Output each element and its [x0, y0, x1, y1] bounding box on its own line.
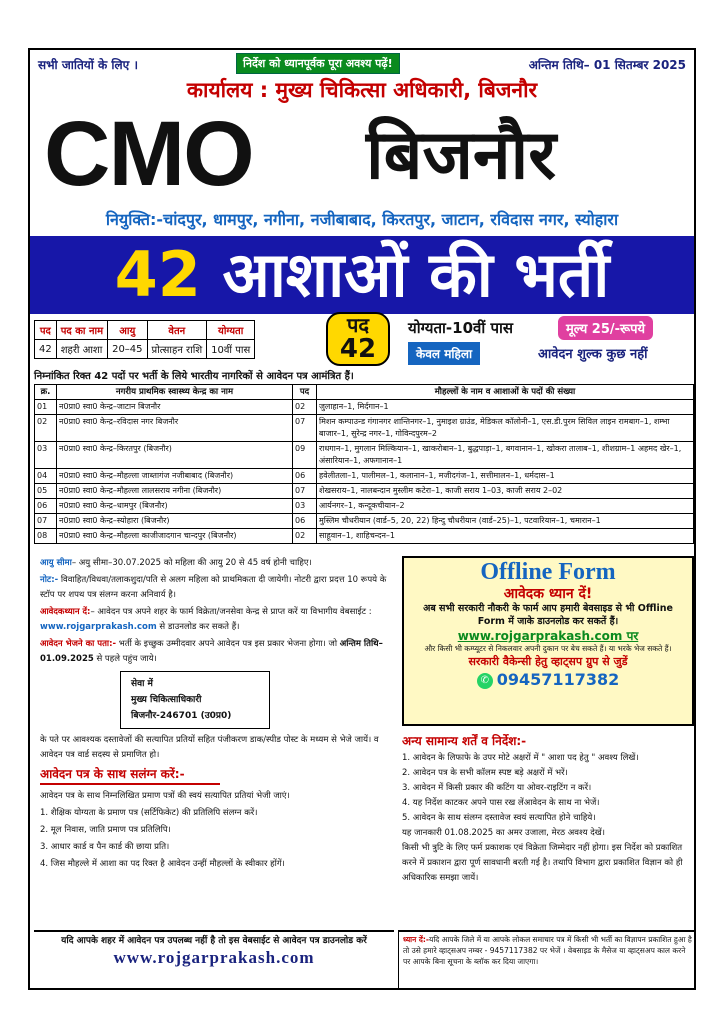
bottom-website-link[interactable]: www.rojgarprakash.com	[113, 948, 315, 967]
form-text: – आवेदन पत्र अपने शहर के फार्म विक्रेता/जनसेवा केन्द्र से प्राप्त करें या विभागीय वेबसाईट :	[90, 607, 372, 617]
table-row	[35, 400, 694, 415]
table-row	[35, 499, 694, 514]
attach-intro: आवेदन पत्र के साथ निम्नलिखित प्रमाण पत्रों की स्वयं सत्यापित प्रतियां भेजी जाएं।	[40, 791, 290, 801]
post-count-label: पद	[347, 313, 369, 337]
age-text: – अयु सीमा–30.07.2025 को महिला की आयु 20 से 45 वर्ष होनी चाहिए।	[71, 558, 312, 568]
address-line: सेवा में	[131, 679, 153, 689]
post-summary-table	[34, 320, 255, 359]
cell-localities: जुलाहान–1, मिर्दगान–1	[317, 400, 694, 415]
centre-header: क्र.	[35, 385, 57, 400]
cell-no: 03	[35, 442, 57, 469]
send-text-end: से पहले पहुंच जाये।	[93, 654, 157, 664]
list-item: 1. आवेदन के लिफाफे के उपर मोटे अक्षरों में " आशा पद हेतु " अवश्य लिखें।	[402, 753, 639, 763]
cell-localities: साहूवान–1, शाहिचन्दन–1	[317, 529, 694, 544]
cell-localities: मुस्लिम चौधरीयान (वार्ड–5, 20, 22) हिन्दु चौधरीयान (वार्ड–25)–1, पटवारियान–1, चमारान–1	[317, 514, 694, 529]
cell-posts: 09	[293, 442, 317, 469]
address-line: बिजनौर-246701 (उ0प्र0)	[131, 711, 232, 721]
table-row	[35, 415, 694, 442]
list-item: 2. आवेदन पत्र के सभी कॉलम स्पष्ट बड़े अक्षरों में भरें।	[402, 768, 568, 778]
last-date-text: अन्तिम तिथि– 01 सितम्बर 2025	[528, 58, 686, 72]
send-text: भर्ती के इच्छुक उम्मीदवार अपने आवेदन पत्र इस प्रकार भेजना होगा। जो	[116, 639, 340, 649]
cell-posts: 06	[293, 469, 317, 484]
cmo-title: CMO	[44, 103, 253, 205]
cell-no: 08	[35, 529, 57, 544]
post-header: आयु	[108, 321, 147, 340]
note-para	[40, 573, 390, 603]
cell-posts: 07	[293, 484, 317, 499]
address-line: मुख्य चिकित्साधिकारी	[131, 695, 202, 705]
qualification-text: योग्यता-10वीं पास	[408, 319, 514, 337]
list-item: किसी भी त्रुटि के लिए फर्म प्रकाशक एवं विक्रेता जिम्मेदार नहीं होगा। इस निर्देश को प्रकाशित करने में प्रकाशन द्वारा पूर्ण सावधानी बरती गई है। तथापि विभाग द्वारा प्रकाशित विज्ञान को ही अधिकारिक समझा जायें।	[402, 843, 683, 883]
offline-title: Offline Form	[480, 559, 616, 585]
offline-subtitle: आवेदक ध्यान दें!	[503, 586, 593, 602]
left-column	[40, 556, 390, 874]
website-link[interactable]: www.rojgarprakash.com	[40, 622, 157, 632]
placement-locations: नियुक्ति:-चांदपुर, धामपुर, नगीना, नजीबाबाद, किरतपुर, जाटान, रविदास नगर, स्योहारा	[105, 210, 619, 229]
cell-centre: न0प्रा0 स्वा0 केन्द्र–मौहल्ला काजीजादगान चान्दपुर (बिजनौर)	[57, 529, 293, 544]
form-para	[40, 605, 390, 635]
cell-localities: राधगान–1, मुगलान मिल्कियान–1, खाकरोबान–1, बुद्धपाड़ा–1, बगवानान–1, खोकरा तालाब–1, शीशग्राम–1 अहमद खेर–1, अंसारियान–1, अफगानान–1	[317, 442, 694, 469]
centre-header: मौहल्लों के नाम व आशाओं के पदों की संख्या	[317, 385, 694, 400]
phone-text: 09457117382	[496, 670, 620, 689]
post-header: वेतन	[147, 321, 207, 340]
cell-centre: न0प्रा0 स्वा0 केन्द्र–धामपुर (बिजनौर)	[57, 499, 293, 514]
women-only-badge: केवल महिला	[408, 342, 480, 365]
place-title: बिजनौर	[366, 116, 557, 195]
right-column	[402, 730, 694, 886]
post-cell: 42	[35, 340, 57, 359]
list-item: 3. आधार कार्ड व पैन कार्ड की छाया प्रति।	[40, 842, 170, 852]
offline-website-link[interactable]: www.rojgarprakash.com पर	[457, 629, 639, 643]
cell-localities: मिशन कम्पाउन्ड गंगानगर शान्तिनगर–1, नुमाइश ग्राउंड, मेडिकल कॉलोनी–1, एस.डी.पुरम सिविल लाइन रामबाग–1, शम्भा बाजार–1, सुरेन्द्र नगर–1, गोविन्दपुरम–2	[317, 415, 694, 442]
instruction-badge: निर्देश को ध्यानपूर्वक पूरा अवश्य पढ़ें!	[236, 53, 400, 74]
price-badge: मूल्य 25/-रूपये	[558, 316, 653, 340]
cell-posts: 06	[293, 514, 317, 529]
list-item: 4. जिस मौहल्ले में आशा का पद रिक्त है आवेदन उन्हीं मौहल्लों के स्वीकार होंगें।	[40, 859, 285, 869]
offline-form-box	[402, 556, 694, 726]
cell-posts: 03	[293, 499, 317, 514]
age-label: आयु सीमा	[40, 558, 72, 568]
centre-header: नगरीय प्राथमिक स्वास्थ्य केन्द्र का नाम	[57, 385, 293, 400]
post-header: पद	[35, 321, 57, 340]
table-row	[35, 514, 694, 529]
cell-localities: आर्यनगर–1, कन्दूकचीयान–2	[317, 499, 694, 514]
after-address-text: के पते पर आवश्यक दस्तावेजों की सत्यापित प्रतियों सहित पंजीकरण डाक/स्पीड पोस्ट के मध्यम से भेजे जायें। व आवेदन पत्र वार्ड सदस्य से प्रमाणित हो।	[40, 735, 379, 760]
cell-centre: न0प्रा0 स्वा0 केन्द्र–स्योहारा (बिजनौर)	[57, 514, 293, 529]
attention-text: यदि आपके जिले में या आपके लोकल समाचार पत्र में किसी भी भर्ती का विज्ञापन प्रकाशित हुआ है तो उसे हमारे व्हाट्सअप नम्बर - 9457117382 पर भेजें । वेबसाइड के मैसेज या व्हाट्सअप काल करने पर आपके बिना सूचना के ब्लॉक कर दिया जाएगा।	[403, 935, 692, 966]
invitation-notice: निम्नांकित रिक्त 42 पदों पर भर्ती के लिये भारतीय नागरिकों से आवेदन पत्र आमंत्रित हैं।	[34, 371, 354, 382]
note-label: नोट:-	[40, 575, 59, 585]
centre-header: पद	[293, 385, 317, 400]
post-cell: 20–45	[108, 340, 147, 359]
send-para	[40, 637, 390, 667]
cell-centre: न0प्रा0 स्वा0 केन्द्र–किरतपुर (बिजनौर)	[57, 442, 293, 469]
send-label: आवेदन भेजने का पता:-	[40, 639, 117, 649]
divider	[40, 783, 220, 785]
list-item: यह जानकारी 01.08.2025 का अमर उजाला, मेरठ अवश्य देखें।	[402, 828, 605, 838]
conditions-heading: अन्य सामान्य शर्तें व निर्देश:-	[402, 734, 527, 748]
cell-posts: 02	[293, 529, 317, 544]
centre-table	[34, 384, 694, 544]
table-row	[35, 484, 694, 499]
cell-no: 06	[35, 499, 57, 514]
notice-page	[28, 48, 696, 990]
list-item: 3. आवेदन में किसी प्रकार की कटिंग या ओवर-राइटिंग न करें।	[402, 783, 592, 793]
top-left-text: सभी जातियों के लिए ।	[38, 58, 139, 72]
bottom-left-panel	[34, 930, 394, 990]
post-header: योग्यता	[207, 321, 255, 340]
list-item: 5. आवेदन के साथ संलग्न दस्तावेज स्वयं सत्यापित होने चाहिये।	[402, 813, 596, 823]
office-heading: कार्यालय : मुख्य चिकित्सा अधिकारी, बिजनौर	[186, 78, 538, 102]
cell-localities: शेखसराय–1, नालबन्दान मुस्लीम कटेरा–1, काजी सराय 1–03, काजी सराय 2–02	[317, 484, 694, 499]
cell-centre: न0प्रा0 स्वा0 केन्द्र–मौहल्ला लालसराय नगीना (बिजनौर)	[57, 484, 293, 499]
cell-no: 07	[35, 514, 57, 529]
address-box	[120, 671, 270, 729]
post-cell: प्रोत्साहन राशि	[147, 340, 207, 359]
attention-label: ध्यान दें:-	[403, 935, 429, 944]
cell-no: 05	[35, 484, 57, 499]
list-item: 1. शैक्षिक योग्यता के प्रमाण पत्र (सर्टिफिकेट) की प्रतिलिपि संलग्न करें।	[40, 808, 258, 818]
post-cell: शहरी आशा	[56, 340, 107, 359]
recruitment-banner	[30, 236, 694, 314]
post-count-number: 42	[339, 334, 377, 364]
form-label: आवेदकथ्यान दें:	[40, 607, 91, 617]
top-line	[30, 50, 694, 76]
cell-centre: न0प्रा0 स्वा0 केन्द्र–रविदास नगर बिजनौर	[57, 415, 293, 442]
whatsapp-group-text: सरकारी वैकेन्सी हेतु व्हाट्सप ग्रुप से जुडें	[468, 655, 628, 668]
banner-text: आशाओं की भर्ती	[222, 238, 610, 311]
list-item: 2. मूल निवास, जाति प्रमाण पत्र प्रतिलिपि।	[40, 825, 171, 835]
list-item: 4. यह निर्देश काटकर अपने पास रख लेंआवेदन के साथ ना भेजें।	[402, 798, 600, 808]
form-text-end: से डाउनलोड कर सकते हैं।	[156, 622, 240, 632]
cell-posts: 07	[293, 415, 317, 442]
fee-text: आवेदन शुल्क कुछ नहीं	[538, 347, 648, 362]
offline-text: अब सभी सरकारी नौकरी के फार्म आप हमारी बेवसाइड से भी Offline Form में जाके डाउनलोड कर सकतें हैं।	[423, 603, 673, 627]
cell-centre: न0प्रा0 स्वा0 केन्द्र–मौहल्ला जाब्तागंज नजीबाबाद (बिजनौर)	[57, 469, 293, 484]
table-row	[35, 469, 694, 484]
banner-number: 42	[114, 238, 201, 311]
cell-no: 02	[35, 415, 57, 442]
cell-no: 01	[35, 400, 57, 415]
download-text: यदि आपके शहर में आवेदन पत्र उपलब्ध नहीं है तो इस वेबसाईट से आवेदन पत्र डाउनलोड करें	[61, 936, 367, 946]
phone-number[interactable]	[404, 670, 692, 690]
note-text: विवाहित/विधवा/तलाकशुदा/पति से अलग महिला को प्राथमिकता दी जायेगी। नोटरी द्वारा प्रदत्त 10 रूपये के स्टॉप पर शपथ पत्र संलग्न करना अनिवार्य है।	[40, 575, 387, 600]
cell-posts: 02	[293, 400, 317, 415]
bottom-right-panel	[398, 930, 696, 990]
attach-heading: आवेदन पत्र के साथ सलंग्न करें:-	[40, 767, 185, 781]
cell-localities: हवेलीतला–1, पालीमल–1, कलानान–1, मजीदगंज–1, सत्तीमालन–1, धर्मदास–1	[317, 469, 694, 484]
age-para	[40, 556, 390, 571]
post-count-badge	[326, 312, 390, 366]
table-row	[35, 529, 694, 544]
post-header: पद का नाम	[56, 321, 107, 340]
post-cell: 10वीं पास	[207, 340, 255, 359]
send-date: अन्तिम तिथि–01.09.2025	[40, 639, 383, 664]
cell-no: 04	[35, 469, 57, 484]
offline-small-text: और किसी भी कम्प्यूटर से निकलवार अपनी दुकान पर बेच सकते हैं। या भरके भेज सकते हैं।	[424, 644, 672, 653]
cell-centre: न0प्रा0 स्वा0 केन्द्र–जाटान बिजनौर	[57, 400, 293, 415]
table-row	[35, 442, 694, 469]
whatsapp-icon: ✆	[477, 673, 493, 689]
